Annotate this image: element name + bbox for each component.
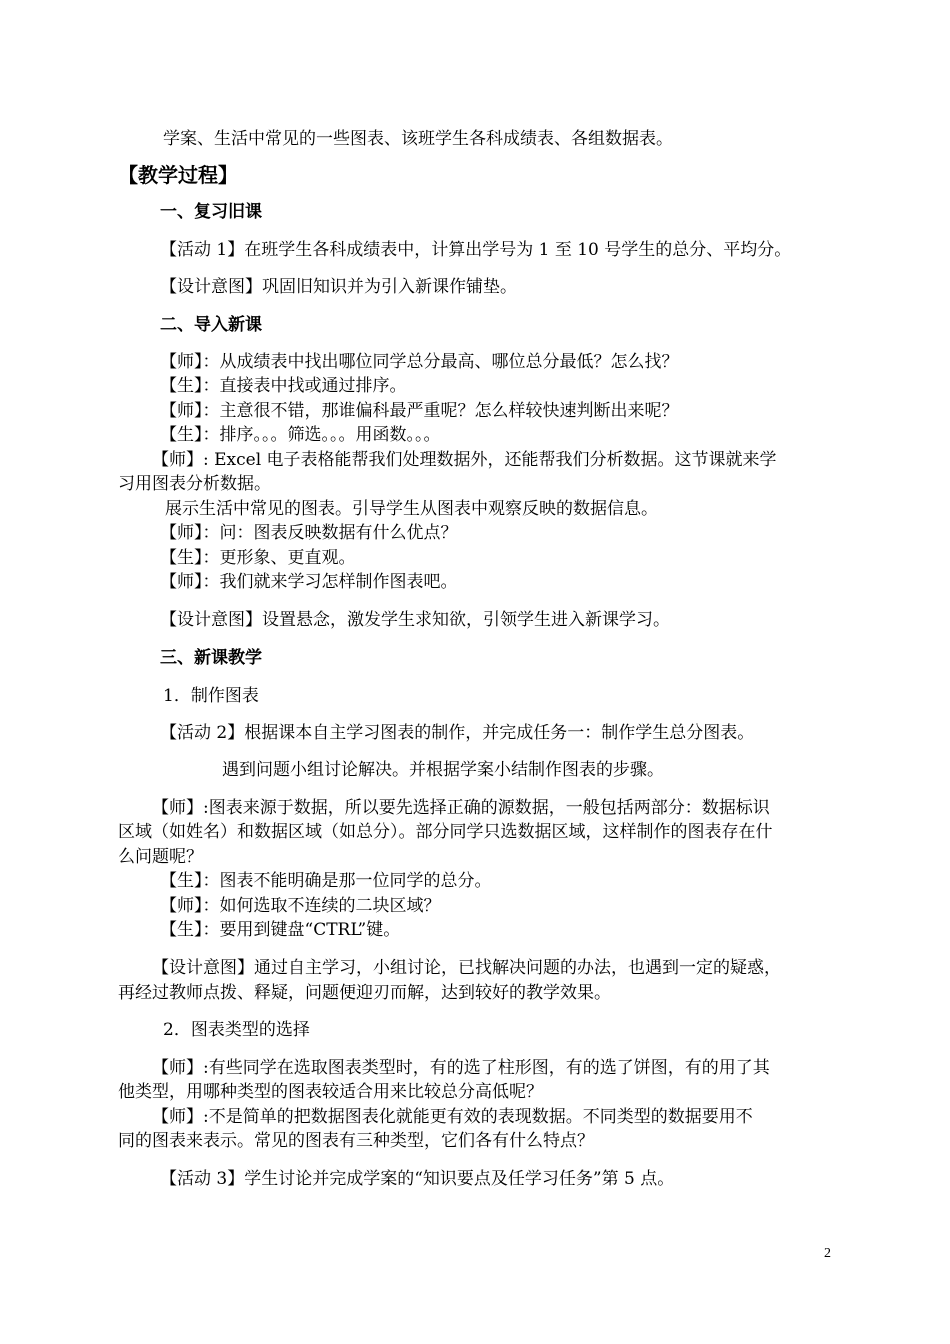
subheading-introduce: 二、导入新课 [160,315,262,335]
subheading-new-lesson: 三、新课教学 [160,648,262,668]
activity-2-line: 【活动 2】根据课本自主学习图表的制作，并完成任务一：制作学生总分图表。 [160,723,755,743]
dialogue-line: 【生】：直接表中找或通过排序。 [160,376,407,396]
dialogue-line: 【师】：我们就来学习怎样制作图表吧。 [160,572,458,592]
numbered-heading-chart-type: 2．图表类型的选择 [163,1020,310,1040]
dialogue-line-continued: 同的图表来表示。常见的图表有三种类型，它们各有什么特点？ [118,1131,594,1151]
dialogue-line: 【师】：如何选取不连续的二块区域？ [160,896,441,916]
dialogue-line-continued: 习用图表分析数据。 [118,474,271,494]
body-line: 遇到问题小组讨论解决。并根据学案小结制作图表的步骤。 [222,760,664,780]
dialogue-line: 【生】：图表不能明确是那一位同学的总分。 [160,871,492,891]
dialogue-line: 【师】：主意很不错，那谁偏科最严重呢？怎么样较快速判断出来呢？ [160,401,679,421]
activity-1-line: 【活动 1】在班学生各科成绩表中，计算出学号为 1 至 10 号学生的总分、平均分。 [160,240,792,260]
activity-3-line: 【活动 3】学生讨论并完成学案的“知识要点及任学习任务”第 5 点。 [160,1169,675,1189]
dialogue-line: 【生】：排序。。。筛选。。。用函数。。。 [160,425,441,445]
design-intent-3-continued: 再经过教师点拨、释疑，问题便迎刃而解，达到较好的教学效果。 [118,983,611,1003]
dialogue-line-continued: 他类型，用哪种类型的图表较适合用来比较总分高低呢？ [118,1082,543,1102]
dialogue-line: 【师】:图表来源于数据，所以要先选择正确的源数据，一般包括两部分：数据标识 [152,798,770,818]
dialogue-line: 【师】: Excel 电子表格能帮我们处理数据外，还能帮我们分析数据。这节课就来学 [152,450,777,470]
dialogue-line: 【师】:不是简单的把数据图表化就能更有效的表现数据。不同类型的数据要用不 [152,1107,753,1127]
subheading-review: 一、复习旧课 [160,202,262,222]
dialogue-line: 【师】:有些同学在选取图表类型时，有的选了柱形图，有的选了饼图，有的用了其 [152,1058,770,1078]
dialogue-line-continued: 么问题呢？ [118,847,203,867]
dialogue-line: 【师】：问：图表反映数据有什么优点？ [160,523,458,543]
dialogue-line-continued: 区域（如姓名）和数据区域（如总分）。部分同学只选数据区域，这样制作的图表存在什 [118,822,773,842]
body-line: 展示生活中常见的图表。引导学生从图表中观察反映的数据信息。 [165,499,658,519]
dialogue-line: 【生】：更形象、更直观。 [160,548,356,568]
dialogue-line: 【生】：要用到键盘“CTRL”键。 [160,920,401,940]
section-heading-teaching-process: 【教学过程】 [118,163,238,187]
design-intent-3: 【设计意图】通过自主学习，小组讨论，已找解决问题的办法，也遇到一定的疑惑， [152,958,781,978]
design-intent-1: 【设计意图】巩固旧知识并为引入新课作铺垫。 [160,277,517,297]
design-intent-2: 【设计意图】设置悬念，激发学生求知欲，引领学生进入新课学习。 [160,610,670,630]
page-number: 2 [824,1246,831,1261]
dialogue-line: 【师】：从成绩表中找出哪位同学总分最高、哪位总分最低？怎么找？ [160,352,679,372]
numbered-heading-make-chart: 1．制作图表 [163,686,259,706]
materials-line: 学案、生活中常见的一些图表、该班学生各科成绩表、各组数据表。 [163,129,673,149]
